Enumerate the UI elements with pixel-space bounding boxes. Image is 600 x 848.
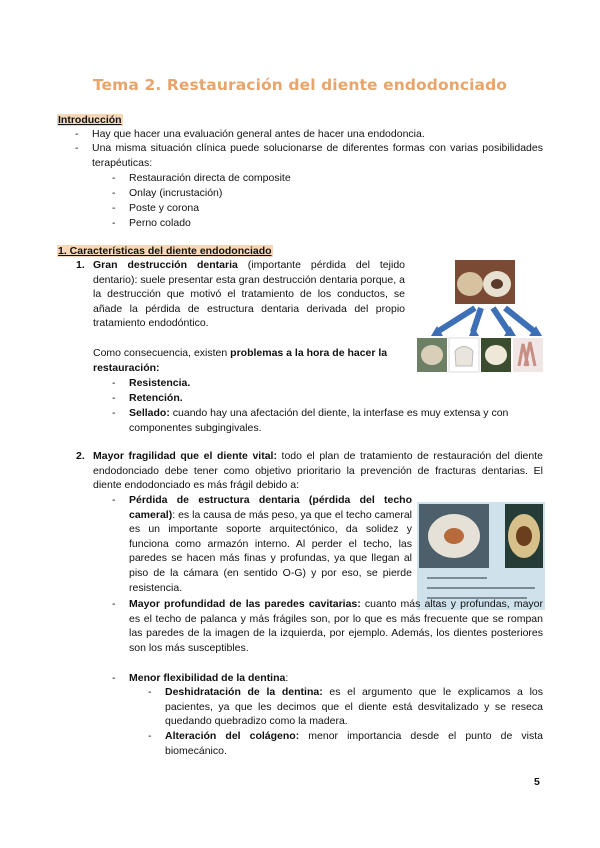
item1-consequence: Como consecuencia, existen problemas a la hora de hacer la restauración: — [93, 347, 388, 374]
intro-bullet-1: - Hay que hacer una evaluación general antes de hacer una endodoncia. — [75, 128, 425, 140]
problem-2: - Retención. — [112, 392, 183, 404]
problem-1: - Resistencia. — [112, 377, 191, 389]
subreason-2: - Alteración del colágeno: menor importancia desde el punto de vista biomecánico. — [148, 730, 543, 757]
cavity-walls-figure — [417, 502, 545, 610]
subreason-1: - Deshidratación de la dentina: es el argumento que le explicamos a los pacientes, ya que les decimos que el diente está desvitalizado y se reseca quedando quebradizo como la madera. — [148, 686, 543, 728]
intro-option-4: - Perno colado — [112, 217, 191, 229]
reason-3: - Menor flexibilidad de la dentina: — [112, 672, 289, 684]
intro-heading: Introducción — [58, 114, 122, 126]
page-title: Tema 2. Restauración del diente endodonciado — [92, 76, 508, 94]
item2-text: Mayor fragilidad que el diente vital: todo el plan de tratamiento de restauración del diente endodonciado debe tener como objetivo prioritario la prevención de fracturas dentarias. El diente endodonciado es más frágil debido a: — [93, 450, 543, 492]
problem-3: - Sellado: cuando hay una afectación del diente, la interfase es muy extensa y con componentes subgingivales. — [112, 407, 509, 434]
intro-option-1: - Restauración directa de composite — [112, 172, 291, 184]
item2-number: 2. — [76, 450, 85, 462]
intro-bullet-2: - Una misma situación clínica puede solucionarse de diferentes formas con varias posibilidades terapéuticas: — [75, 142, 543, 169]
item1-number: 1. — [76, 259, 85, 271]
intro-option-3: - Poste y corona — [112, 202, 200, 214]
section1-heading: 1. Características del diente endodonciado — [58, 245, 272, 257]
tooth-destruction-figure — [415, 256, 545, 376]
reason-1: - Pérdida de estructura dentaria (pérdida del techo cameral): es la causa de más peso, ya que el techo cameral es un importante soporte arquitectónico, da solidez y funciona como armazón interno. Al perder el techo, las paredes se hacen más finas y profundas, ya que llegan al piso de la cámara (en sentido O-G) y por eso, se pierde resistencia. — [112, 494, 412, 594]
item1-text: Gran destrucción dentaria (importante pérdida del tejido dentario): suele presentar esta gran destrucción dentaria porque, a la destrucción que motivó el tratamiento de los conductos, se añade la pérdida de estructura dentaria derivada del propio tratamiento endodóntico. — [93, 259, 405, 330]
intro-option-2: - Onlay (incrustación) — [112, 187, 223, 199]
page-number: 5 — [534, 776, 540, 788]
reason-2: - Mayor profundidad de las paredes cavitarias: cuanto más altas y profundas, mayor es el techo de palanca y más frágiles son, por lo que es más frecuente que se rompan las paredes de la imagen de la izquierda, por ejemplo. Además, los dientes posteriores son los más susceptibles. — [112, 598, 544, 654]
